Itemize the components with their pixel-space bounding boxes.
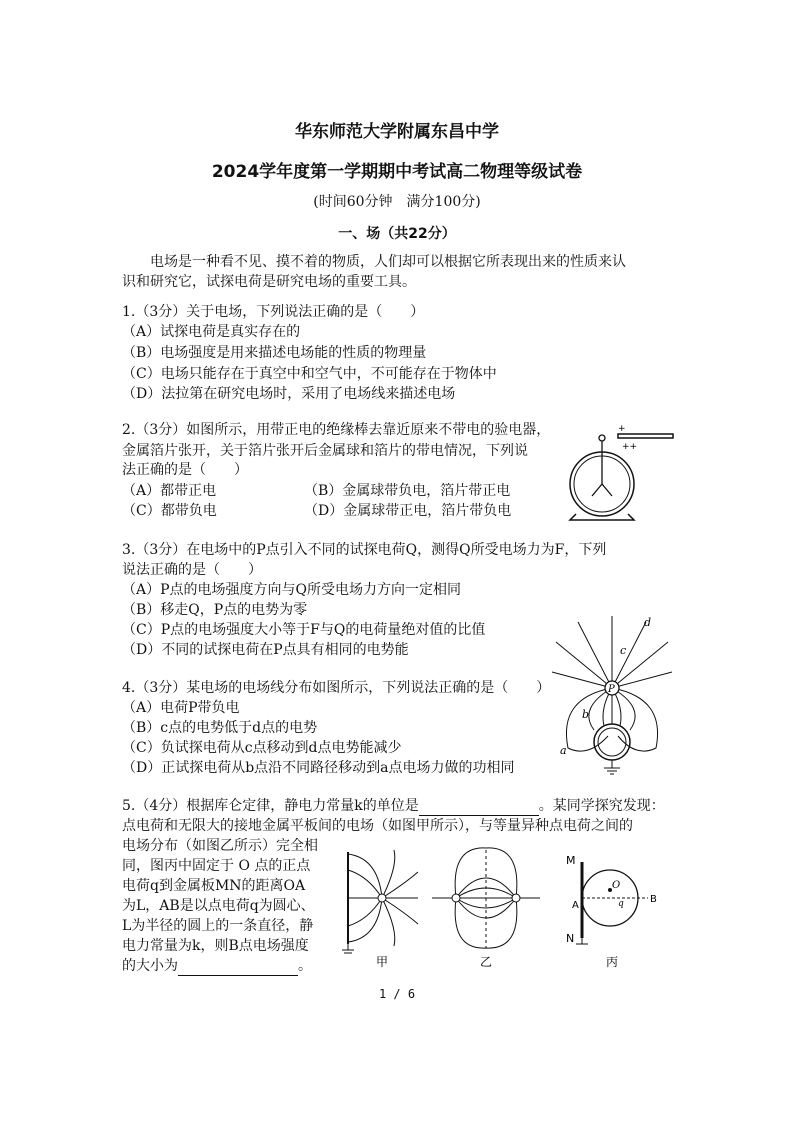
q4-option-d: （D）正试探电荷从b点沿不同路径移动到a点电场力做的功相同 — [122, 760, 515, 776]
q1-stem: 1.（3分）关于电场，下列说法正确的是（ ） — [122, 304, 425, 320]
electroscope-base — [570, 514, 634, 520]
rod-charge-label-2: ++ — [622, 442, 638, 452]
q5-line-1-pre: 5.（4分）根据库仑定律，静电力常量k的单位是 — [122, 798, 419, 814]
label-q: q — [618, 899, 624, 909]
q2-option-b: （B）金属球带负电，箔片带正电 — [304, 483, 511, 499]
label-m: M — [566, 854, 576, 867]
label-a: a — [560, 744, 567, 757]
q3-option-b: （B）移走Q，P点的电势为零 — [122, 602, 308, 618]
section-heading: 一、场（共22分） — [338, 226, 456, 242]
foil-left — [592, 484, 602, 496]
q5-line-9 — [122, 956, 312, 976]
q2-stem-line-2: 金属箔片张开，关于箔片张开后金属球和箔片的带电情况，下列说 — [122, 443, 528, 459]
q5-blank-2[interactable] — [178, 961, 298, 976]
foil-right — [602, 484, 612, 496]
positive-charge — [452, 894, 460, 902]
q3-option-c: （C）P点的电场强度大小等于F与Q的电荷量绝对值的比值 — [122, 622, 486, 638]
q5-line-2: 点电荷和无限大的接地金属平板间的电场（如图甲所示），与等量异种点电荷之间的 — [122, 818, 633, 834]
label-d: d — [644, 616, 652, 629]
q2-option-a: （A）都带正电 — [122, 483, 217, 499]
exam-title: 2024学年度第一学期期中考试高二物理等级试卷 — [211, 162, 583, 182]
field-line — [348, 870, 382, 898]
q5-line-1-post: 。某同学探究发现： — [538, 798, 665, 814]
field-lines-figure — [548, 608, 688, 778]
field-line — [455, 848, 517, 898]
q5-line-9-post: 。 — [298, 958, 312, 974]
q5-line-8: 电力常量为k，则B点电场强度 — [122, 938, 309, 954]
figure-yi — [430, 846, 542, 970]
q3-option-d: （D）不同的试探电荷在P点具有相同的电势能 — [122, 642, 409, 658]
q2-option-c: （C）都带负电 — [122, 503, 217, 519]
q5-blank-1[interactable] — [419, 801, 539, 816]
q4-option-a: （A）电荷P带负电 — [122, 700, 240, 716]
conductor-sphere — [594, 724, 630, 760]
label-p: P — [608, 684, 615, 695]
figure-bing — [560, 846, 670, 970]
metal-ball — [599, 435, 605, 441]
q1-option-d: （D）法拉第在研究电场时，采用了电场线来描述电场 — [122, 386, 456, 402]
caption-yi: 乙 — [480, 955, 493, 969]
q5-line-1 — [122, 796, 665, 816]
label-b: B — [650, 894, 657, 905]
label-n: N — [566, 932, 575, 945]
q3-stem-line-2: 说法正确的是（ ） — [122, 562, 262, 578]
point-charge — [378, 894, 386, 902]
field-line — [382, 898, 418, 924]
q5-line-3: 电场分布（如图乙所示）完全相 — [122, 838, 318, 854]
label-a: A — [572, 900, 579, 911]
caption-bing: 丙 — [606, 955, 619, 969]
q5-line-6: 为L，AB是以点电荷q为圆心、 — [122, 898, 315, 914]
intro-line-2: 识和研究它，试探电荷是研究电场的重要工具。 — [122, 274, 416, 290]
field-line — [612, 622, 646, 688]
q1-option-c: （C）电场只能存在于真空中和空气中，不可能存在于物体中 — [122, 366, 497, 382]
label-o: O — [612, 880, 621, 891]
q5-line-4: 同，图丙中固定于 O 点的正点 — [122, 858, 311, 874]
q2-stem-line-1: 2.（3分）如图所示，用带正电的绝缘棒去靠近原来不带电的验电器， — [122, 422, 551, 438]
school-name: 华东师范大学附属东昌中学 — [295, 122, 499, 142]
field-line — [578, 622, 612, 688]
intro-line-1: 电场是一种看不见、摸不着的物质，人们却可以根据它所表现出来的性质来认 — [150, 254, 626, 270]
q2-stem-line-3: 法正确的是（ ） — [122, 462, 248, 478]
q3-stem-line-1: 3.（3分）在电场中的P点引入不同的试探电荷Q，测得Q所受电场力为F，下列 — [122, 542, 607, 558]
label-c: c — [620, 644, 627, 657]
q4-stem: 4.（3分）某电场的电场线分布如图所示，下列说法正确的是（ ） — [122, 680, 551, 696]
charged-rod — [618, 434, 673, 438]
q3-option-a: （A）P点的电场强度方向与Q所受电场力方向一定相同 — [122, 582, 462, 598]
q4-option-c: （C）负试探电荷从c点移动到d点电势能减少 — [122, 740, 402, 756]
negative-charge — [512, 894, 520, 902]
q4-option-b: （B）c点的电势低于d点的电势 — [122, 720, 318, 736]
label-b: b — [582, 708, 590, 721]
q1-option-a: （A）试探电荷是真实存在的 — [122, 324, 301, 340]
field-line — [382, 872, 418, 898]
caption-jia: 甲 — [376, 955, 389, 969]
page-number: 1 / 6 — [378, 987, 416, 1001]
q1-option-b: （B）电场强度是用来描述电场能的性质的物理量 — [122, 345, 427, 361]
exam-info: (时间60分钟 满分100分) — [313, 194, 481, 210]
figure-jia — [338, 846, 426, 970]
q5-line-9-pre: 的大小为 — [122, 958, 178, 974]
field-line — [556, 642, 612, 688]
electroscope-figure — [560, 420, 680, 525]
q2-option-d: （D）金属球带正电，箔片带负电 — [304, 503, 512, 519]
field-line — [348, 898, 382, 926]
q5-line-7: L为半径的圆上的一条直径，静 — [122, 918, 314, 934]
q5-line-5: 电荷q到金属板MN的距离OA — [122, 878, 306, 894]
rod-charge-label: + — [618, 424, 626, 434]
